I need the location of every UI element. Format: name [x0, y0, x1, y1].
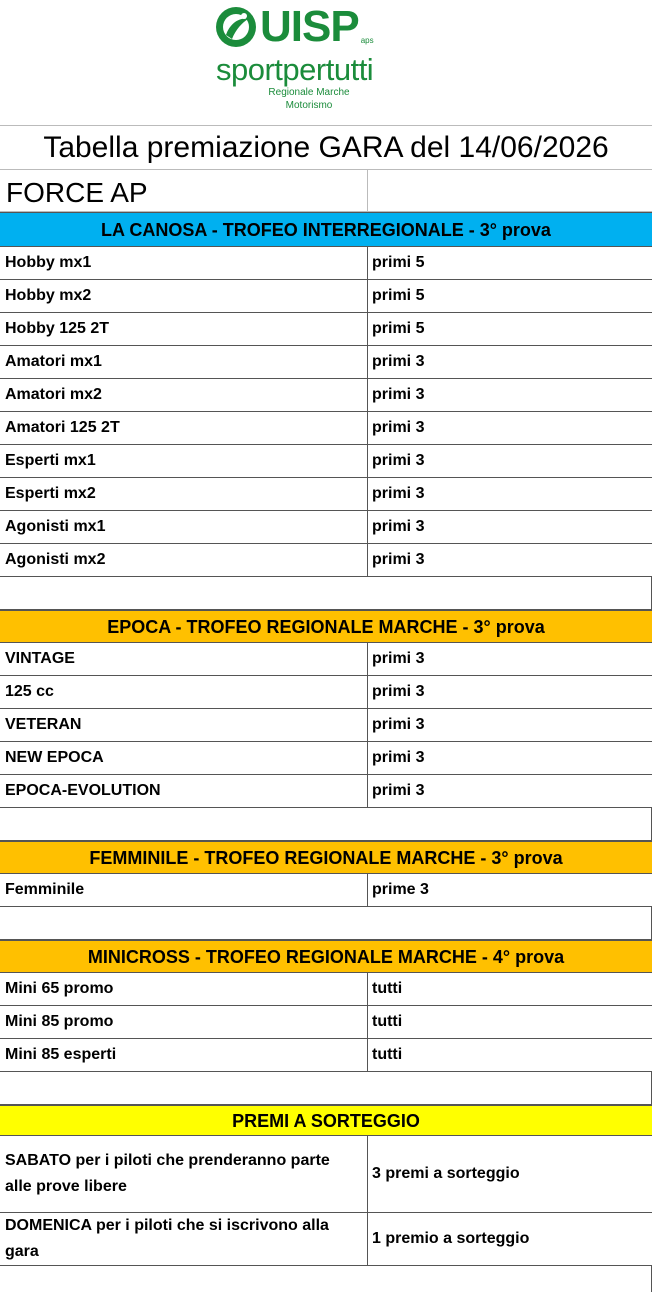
table-row — [0, 247, 652, 280]
table-row — [0, 346, 652, 379]
prize-cell: primi 3 — [372, 386, 425, 403]
category-cell: Femminile — [0, 874, 368, 906]
category-cell: Hobby 125 2T — [0, 313, 368, 345]
category-cell: SABATO per i piloti che prenderanno parte alle prove libere — [0, 1136, 368, 1212]
spacer-row — [0, 1266, 652, 1292]
prize-cell: primi 3 — [372, 650, 425, 667]
table-row — [0, 1136, 652, 1213]
prize-cell: 3 premi a sorteggio — [372, 1165, 520, 1182]
section-header-minicross: MINICROSS - TROFEO REGIONALE MARCHE - 4° prova — [0, 940, 652, 973]
table-row — [0, 874, 652, 907]
prize-cell: primi 3 — [372, 419, 425, 436]
prize-cell: primi 3 — [372, 749, 425, 766]
table-row — [0, 313, 652, 346]
category-cell: EPOCA-EVOLUTION — [0, 775, 368, 807]
category-cell: Hobby mx2 — [0, 280, 368, 312]
table-row — [0, 379, 652, 412]
prize-cell: primi 3 — [372, 716, 425, 733]
prize-cell: primi 5 — [372, 287, 425, 304]
spacer-row — [0, 577, 652, 610]
table-row — [0, 973, 652, 1006]
table-row — [0, 643, 652, 676]
aps-label: aps — [360, 35, 374, 45]
category-cell: Esperti mx2 — [0, 478, 368, 510]
section-header-canosa: LA CANOSA - TROFEO INTERREGIONALE - 3° prova — [0, 212, 652, 247]
category-cell: Amatori mx2 — [0, 379, 368, 411]
section-header-femminile: FEMMINILE - TROFEO REGIONALE MARCHE - 3° prova — [0, 841, 652, 874]
prize-cell: primi 3 — [372, 452, 425, 469]
table-row — [0, 742, 652, 775]
table-row — [0, 544, 652, 577]
uisp-emblem-icon — [214, 5, 258, 49]
category-cell: Mini 85 esperti — [0, 1039, 368, 1071]
category-cell: Mini 85 promo — [0, 1006, 368, 1038]
table-row — [0, 412, 652, 445]
table-row — [0, 445, 652, 478]
team-row — [0, 170, 652, 212]
prize-cell: tutti — [372, 1013, 403, 1030]
prize-cell: primi 3 — [372, 551, 425, 568]
category-cell: Amatori 125 2T — [0, 412, 368, 444]
prize-cell: primi 3 — [372, 782, 425, 799]
category-cell: Hobby mx1 — [0, 247, 368, 279]
spacer-row — [0, 1072, 652, 1105]
prize-cell: tutti — [372, 980, 403, 997]
category-cell: Mini 65 promo — [0, 973, 368, 1005]
prize-cell: primi 3 — [372, 683, 425, 700]
prize-cell: 1 premio a sorteggio — [372, 1230, 530, 1247]
section-header-sorteggio: PREMI A SORTEGGIO — [0, 1105, 652, 1136]
uisp-wordmark: UISP — [260, 2, 359, 51]
spacer-row — [0, 907, 652, 940]
page-title: Tabella premiazione GARA del 14/06/2026 — [0, 126, 652, 170]
prize-cell: tutti — [372, 1046, 403, 1063]
section-header-epoca: EPOCA - TROFEO REGIONALE MARCHE - 3° prova — [0, 610, 652, 643]
table-row — [0, 511, 652, 544]
prize-cell: primi 5 — [372, 254, 425, 271]
uisp-logo — [214, 4, 414, 122]
region-label: Regionale Marche — [268, 87, 350, 98]
spacer-row — [0, 808, 652, 841]
team-name: FORCE AP — [0, 170, 368, 212]
prize-cell: primi 3 — [372, 485, 425, 502]
category-cell: Amatori mx1 — [0, 346, 368, 378]
prize-cell: primi 3 — [372, 518, 425, 535]
table-row — [0, 478, 652, 511]
table-row — [0, 709, 652, 742]
table-row — [0, 775, 652, 808]
prize-cell: primi 5 — [372, 320, 425, 337]
category-cell: NEW EPOCA — [0, 742, 368, 774]
table-row — [0, 280, 652, 313]
category-cell: VETERAN — [0, 709, 368, 741]
table-row — [0, 1213, 652, 1266]
category-cell: 125 cc — [0, 676, 368, 708]
table-row — [0, 1039, 652, 1072]
prize-cell: prime 3 — [372, 881, 429, 898]
prize-cell: primi 3 — [372, 353, 425, 370]
tagline: sportpertutti — [216, 52, 374, 87]
discipline-label: Motorismo — [285, 100, 333, 111]
category-cell: Agonisti mx1 — [0, 511, 368, 543]
logo-banner — [0, 0, 652, 126]
category-cell: DOMENICA per i piloti che si iscrivono alla gara — [0, 1213, 368, 1265]
category-cell: VINTAGE — [0, 643, 368, 675]
table-row — [0, 676, 652, 709]
table-row — [0, 1006, 652, 1039]
category-cell: Esperti mx1 — [0, 445, 368, 477]
category-cell: Agonisti mx2 — [0, 544, 368, 576]
